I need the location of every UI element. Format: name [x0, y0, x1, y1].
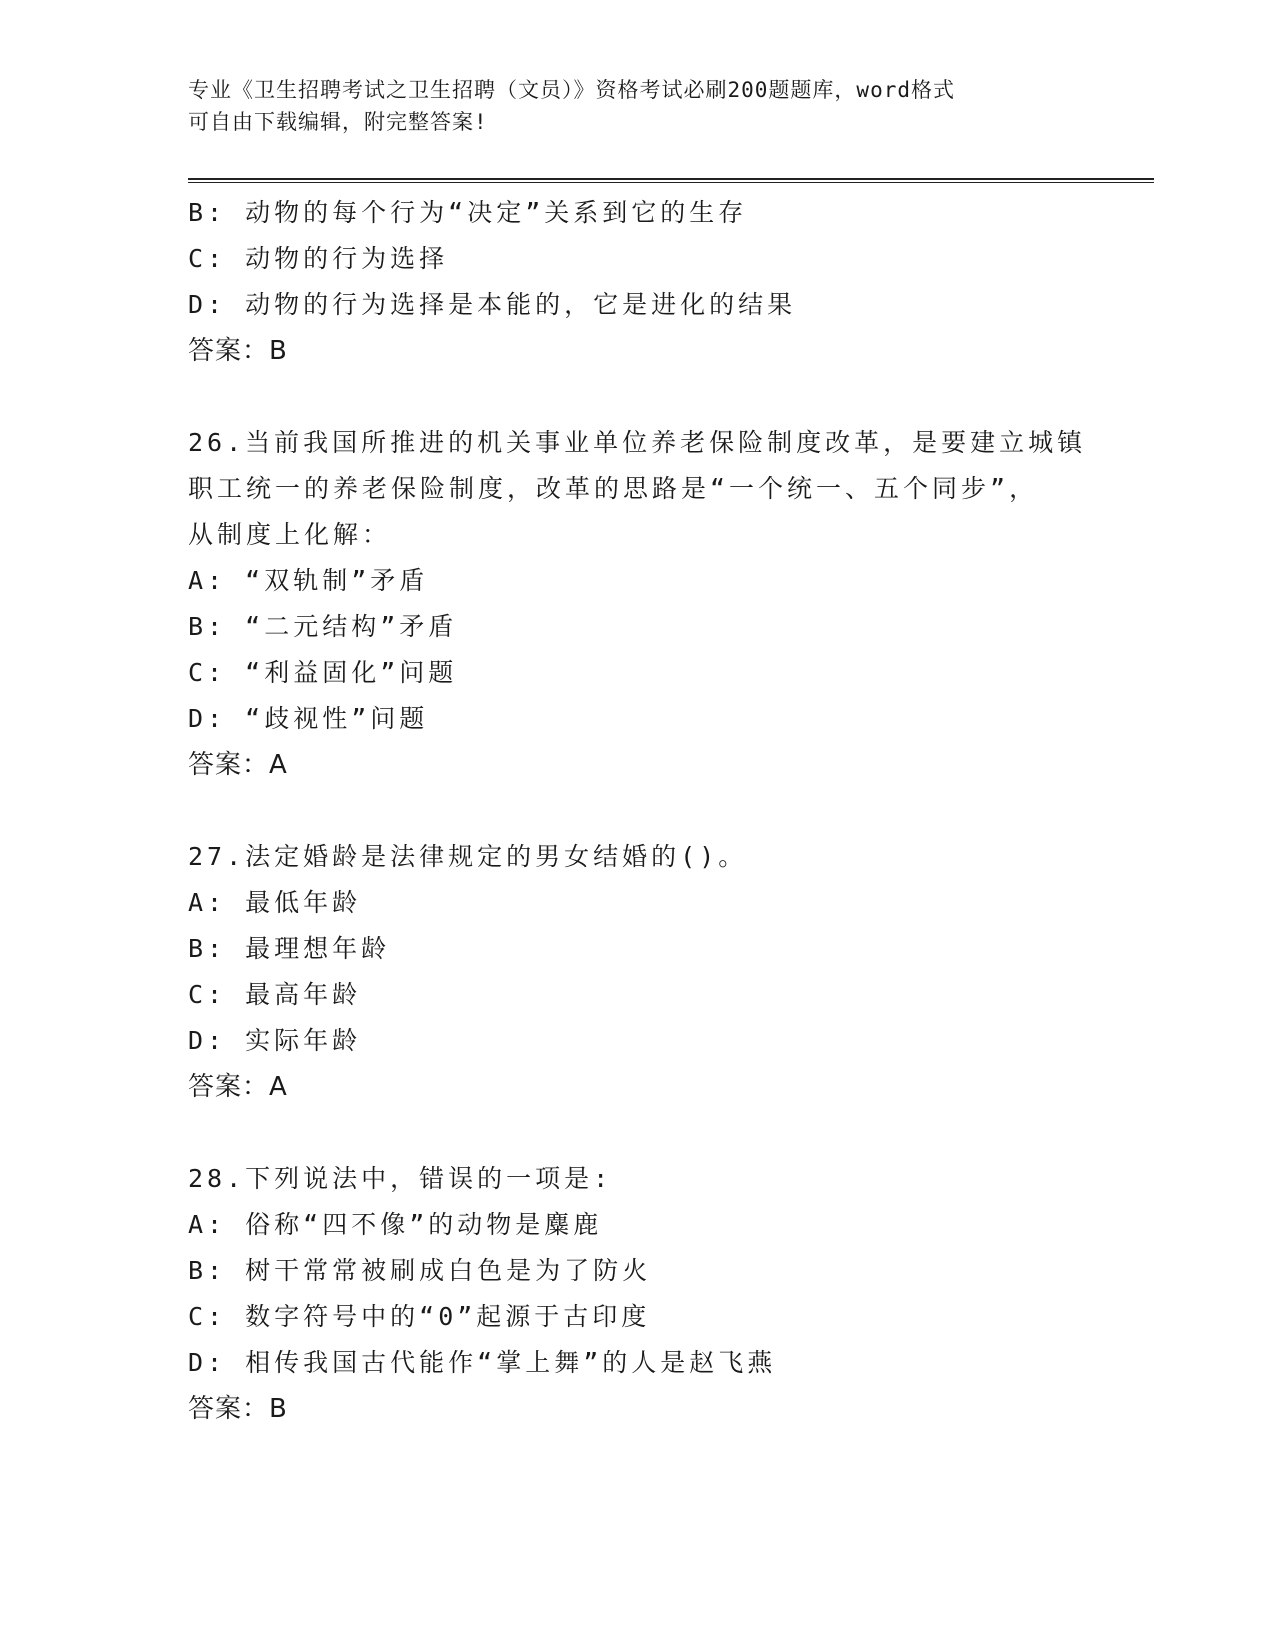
question-25-continued [188, 190, 1154, 374]
option-b: B: 树干常常被刷成白色是为了防火 [188, 1256, 652, 1285]
answer: 答案：B [188, 336, 288, 366]
spacer [188, 1110, 1154, 1156]
option-a: A: 俗称“四不像”的动物是麋鹿 [188, 1210, 603, 1239]
question-list [188, 190, 1154, 1432]
question-stem-line: 从制度上化解： [188, 520, 392, 549]
spacer [188, 788, 1154, 834]
option-c: C: “利益固化”问题 [188, 658, 458, 687]
header-divider [188, 178, 1154, 183]
option-d: D: “歧视性”问题 [188, 704, 429, 733]
option-b: B: 动物的每个行为“决定”关系到它的生存 [188, 198, 748, 227]
option-c: C: 动物的行为选择 [188, 244, 449, 273]
option-c: C: 数字符号中的“0”起源于古印度 [188, 1302, 651, 1331]
option-c: C: 最高年龄 [188, 980, 362, 1009]
answer: 答案：B [188, 1394, 288, 1424]
question-26 [188, 420, 1154, 788]
header-line-2: 可自由下载编辑，附完整答案! [188, 110, 488, 134]
document-header [188, 74, 1088, 138]
answer: 答案：A [188, 750, 288, 780]
question-stem: 27.法定婚龄是法律规定的男女结婚的()。 [188, 842, 748, 871]
option-d: D: 相传我国古代能作“掌上舞”的人是赵飞燕 [188, 1348, 777, 1377]
question-stem-line: 职工统一的养老保险制度，改革的思路是“一个统一、五个同步”， [188, 474, 1039, 503]
answer: 答案：A [188, 1072, 288, 1102]
question-stem: 28.下列说法中，错误的一项是: [188, 1164, 613, 1193]
option-b: B: “二元结构”矛盾 [188, 612, 458, 641]
option-a: A: 最低年龄 [188, 888, 362, 917]
question-27 [188, 834, 1154, 1110]
option-a: A: “双轨制”矛盾 [188, 566, 429, 595]
option-d: D: 动物的行为选择是本能的，它是进化的结果 [188, 290, 797, 319]
spacer [188, 374, 1154, 420]
option-b: B: 最理想年龄 [188, 934, 391, 963]
option-d: D: 实际年龄 [188, 1026, 362, 1055]
question-28 [188, 1156, 1154, 1432]
question-stem-line: 26.当前我国所推进的机关事业单位养老保险制度改革，是要建立城镇 [188, 428, 1087, 457]
header-line-1: 专业《卫生招聘考试之卫生招聘（文员）》资格考试必刷200题题库，word格式 [188, 78, 955, 102]
